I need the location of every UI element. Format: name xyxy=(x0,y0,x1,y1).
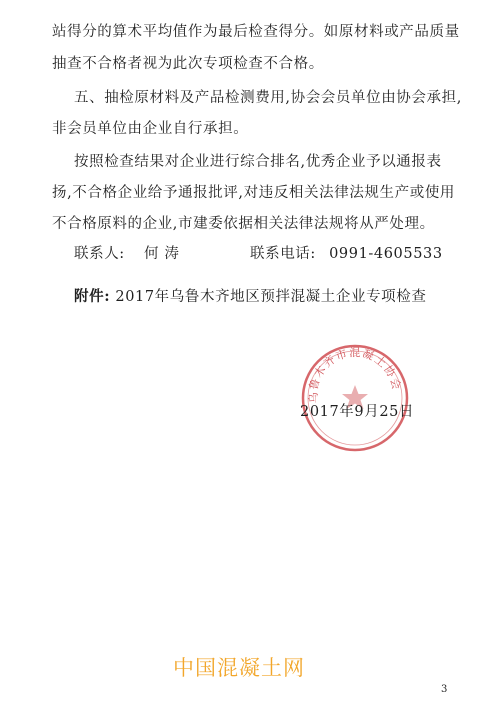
body-text-line: 扬,不合格企业给予通报批评,对违反相关法律法规生产或使用 xyxy=(52,185,456,201)
attachment-line xyxy=(74,287,426,307)
site-watermark: 中国混凝土网 xyxy=(173,656,305,680)
contact-phone-label: 联系电话: xyxy=(250,246,316,262)
body-text-line: 五、抽检原材料及产品检测费用,协会会员单位由协会承担, xyxy=(74,90,462,106)
contact-person-name: 何 涛 xyxy=(144,246,180,262)
body-text-line: 非会员单位由企业自行承担。 xyxy=(52,121,249,137)
contact-person-label: 联系人: xyxy=(74,246,125,262)
attachment-title: 2017年乌鲁木齐地区预拌混凝土企业专项检查 xyxy=(115,289,427,305)
page-number: 3 xyxy=(441,684,448,695)
official-seal-stamp xyxy=(300,343,410,453)
contact-phone xyxy=(250,244,443,264)
document-date: 2017年9月25日 xyxy=(300,404,415,420)
seal-text: 乌鲁木齐市混凝土协会 xyxy=(306,346,404,404)
body-text-line: 抽查不合格者视为此次专项检查不合格。 xyxy=(52,56,324,72)
body-text-line: 按照检查结果对企业进行综合排名,优秀企业予以通报表 xyxy=(74,154,442,170)
attachment-label: 附件: xyxy=(74,288,111,305)
body-text-line: 站得分的算术平均值作为最后检查得分。如原材料或产品质量 xyxy=(52,24,460,40)
body-text-line: 不合格原料的企业,市建委依据相关法律法规将从严处理。 xyxy=(52,216,435,232)
contact-phone-number: 0991-4605533 xyxy=(329,246,443,262)
contact-person xyxy=(74,244,179,264)
